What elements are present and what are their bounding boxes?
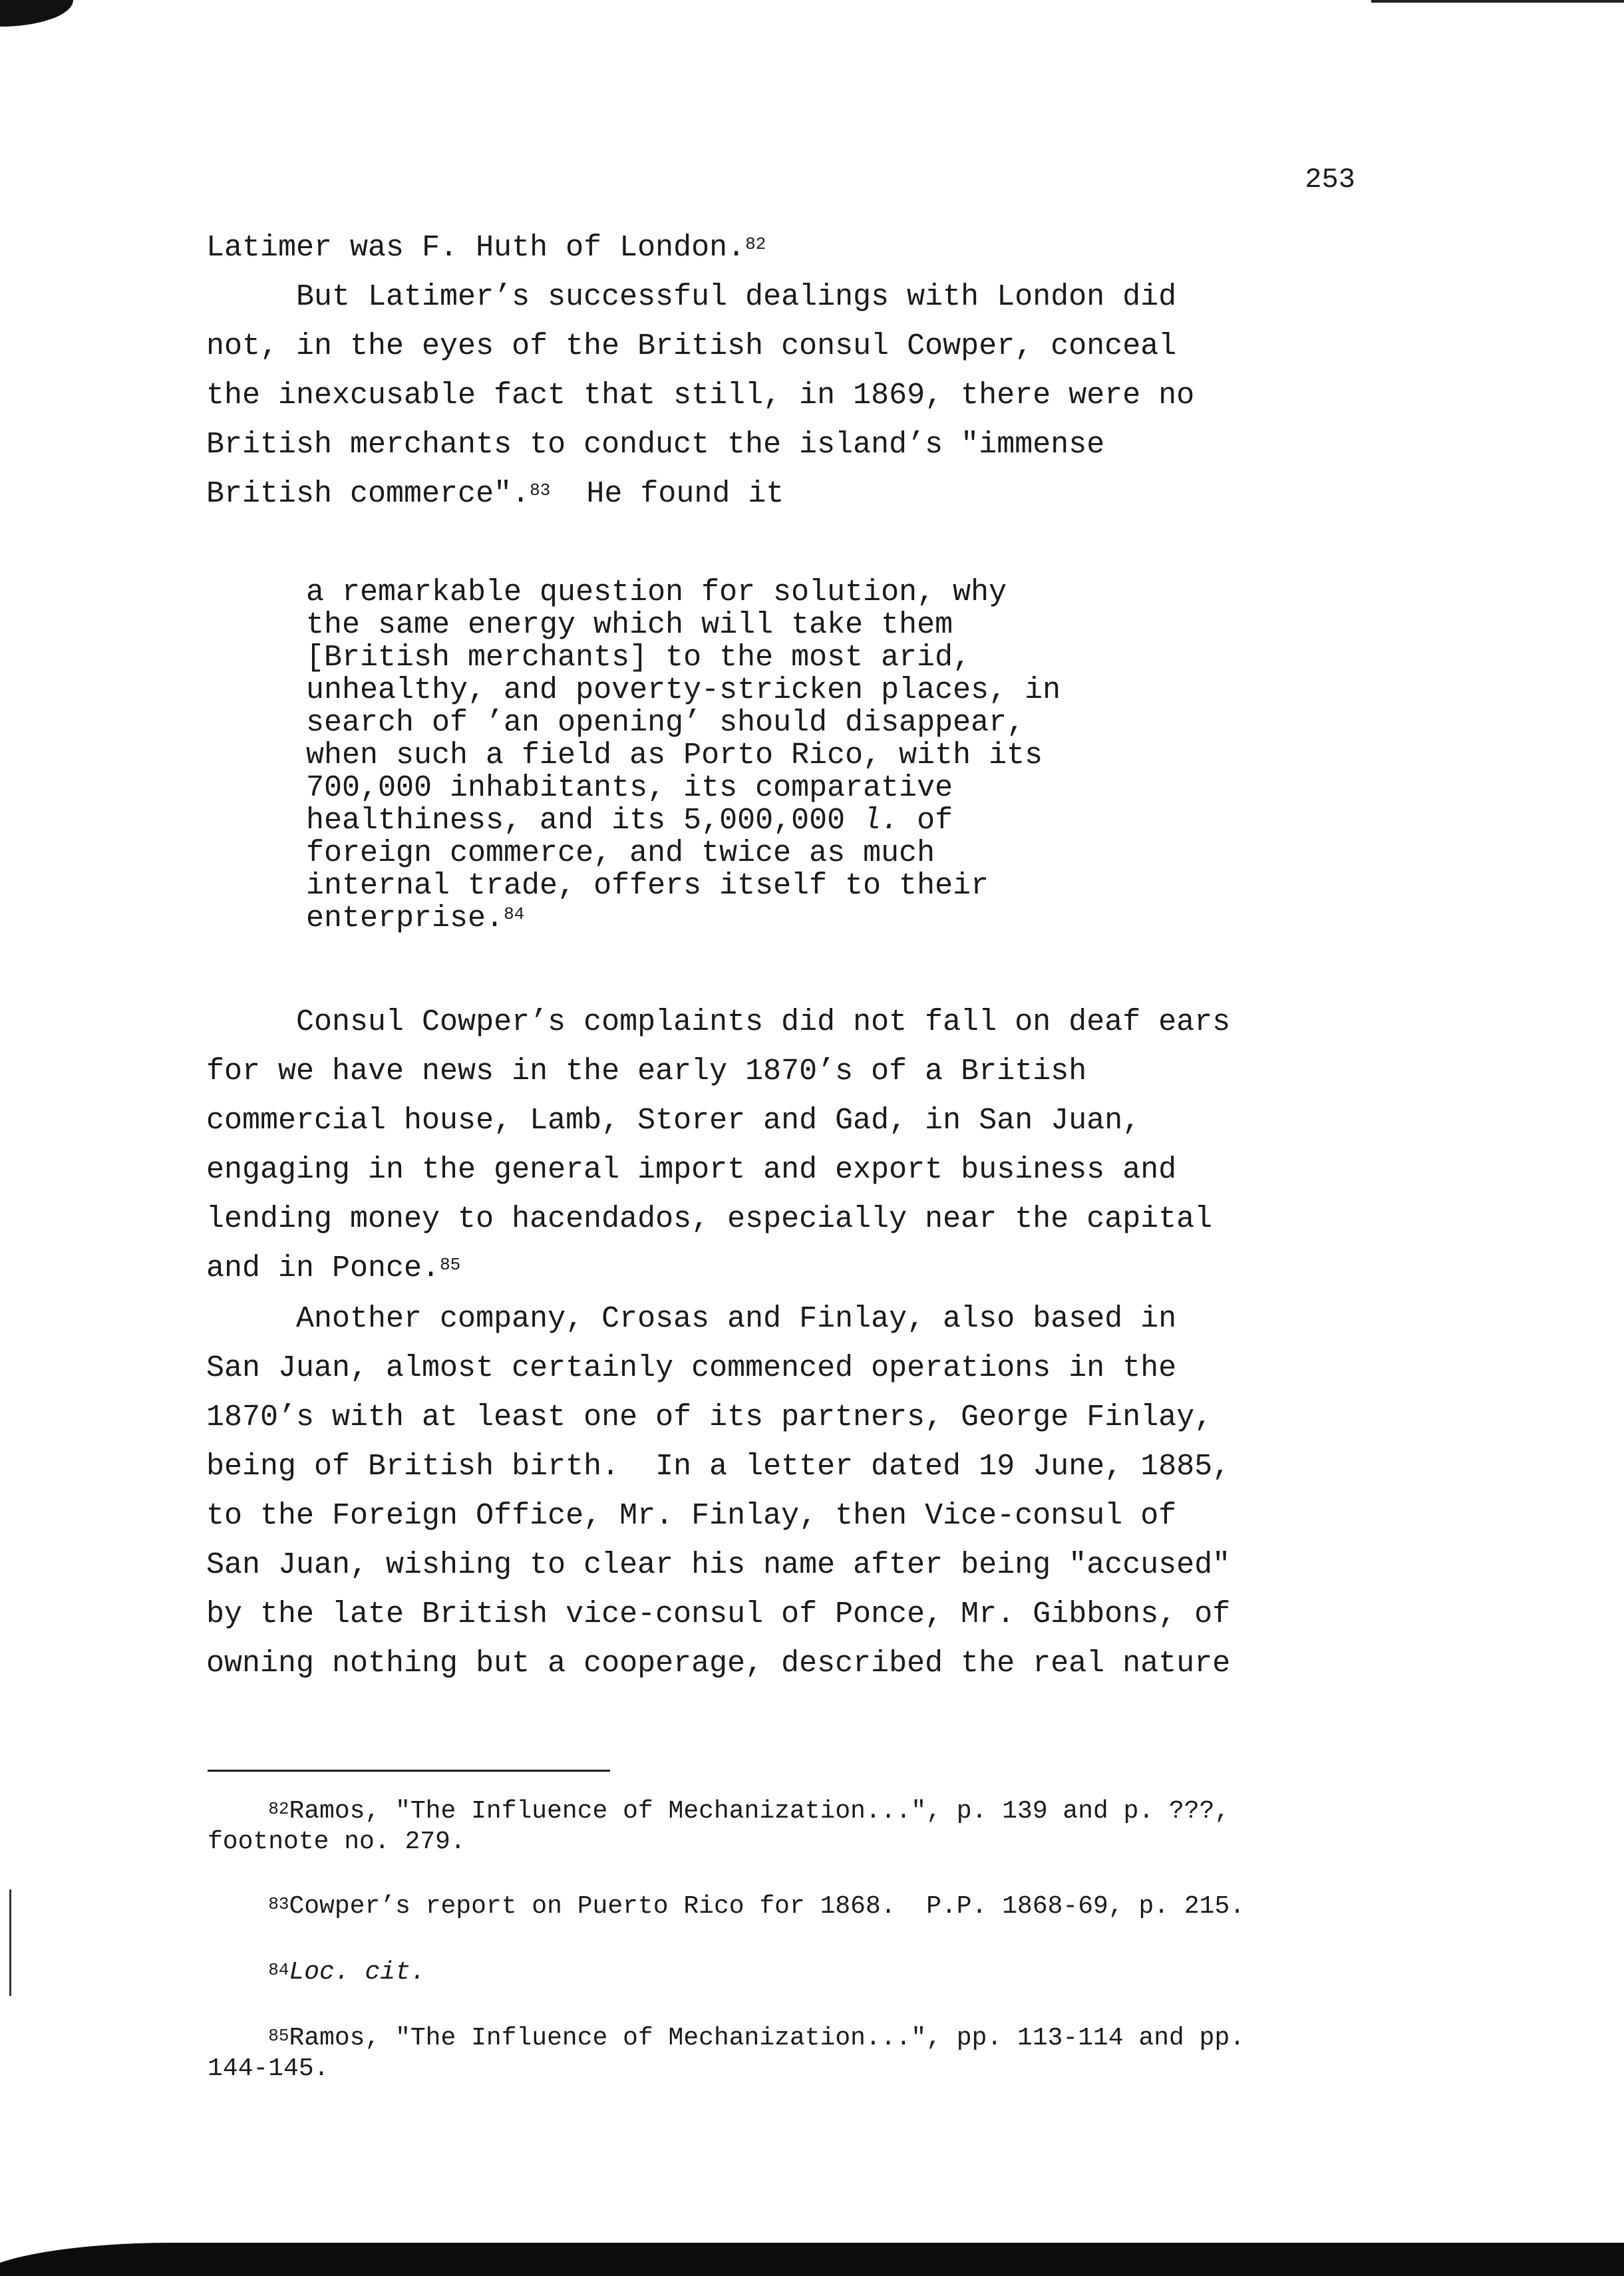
footnote-84 <box>208 1957 1405 1988</box>
paragraph-2-line-4: British merchants to conduct the island’s "immense <box>206 428 1105 462</box>
footnote-85-line-1 <box>208 2023 1405 2054</box>
paragraph-2-line-1: But Latimer’s successful dealings with London did <box>206 280 1177 314</box>
scan-edge-top-left <box>0 0 73 27</box>
footnote-82-line-1 <box>208 1796 1405 1827</box>
paragraph-2 <box>206 273 1390 519</box>
paragraph-1-line-1: Latimer was F. Huth of London. <box>206 231 746 265</box>
paragraph-4-line-7: by the late British vice-consul of Ponce, Mr. Gibbons, of <box>206 1597 1231 1631</box>
footnote-ref-82: 82 <box>745 234 766 254</box>
quote-line-5: search of ’an opening’ should disappear, <box>306 706 1025 740</box>
scan-edge-top-right <box>1371 0 1624 3</box>
paragraph-3 <box>206 998 1390 1293</box>
footnote-83-text: Cowper’s report on Puerto Rico for 1868. P.P. 1868-69, p. 215. <box>289 1892 1245 1921</box>
paragraph-3-line-6 <box>206 1244 1390 1293</box>
quote-line-8b: l. <box>863 804 899 838</box>
footnote-85-text: Ramos, "The Influence of Mechanization...", pp. 113-114 and pp. <box>289 2024 1245 2052</box>
paragraph-3-line-1: Consul Cowper’s complaints did not fall on deaf ears <box>206 1005 1231 1039</box>
paragraph-4-line-3: 1870’s with at least one of its partners, George Finlay, <box>206 1400 1213 1434</box>
page-number: 253 <box>1305 164 1355 196</box>
paragraph-2-line-2: not, in the eyes of the British consul Cowper, conceal <box>206 329 1177 363</box>
paragraph-3-line-4: engaging in the general import and export business and <box>206 1153 1177 1187</box>
paragraph-1 <box>206 224 1390 273</box>
paragraph-4-line-4: being of British birth. In a letter dated 19 June, 1885, <box>206 1450 1231 1484</box>
quote-line-2: the same energy which will take them <box>306 608 953 642</box>
footnote-85-number: 85 <box>268 2026 289 2046</box>
paragraph-4-line-5: to the Foreign Office, Mr. Finlay, then Vice-consul of <box>206 1499 1177 1533</box>
footnote-ref-85: 85 <box>440 1255 461 1275</box>
paragraph-3-line-5: lending money to hacendados, especially near the capital <box>206 1202 1213 1236</box>
paragraph-2-line-5a: British commerce". <box>206 477 530 511</box>
footnote-83 <box>208 1891 1405 1922</box>
paragraph-2-line-3: the inexcusable fact that still, in 1869, there were no <box>206 379 1195 412</box>
paragraph-4-line-6: San Juan, wishing to clear his name after being "accused" <box>206 1548 1231 1582</box>
paragraph-4 <box>206 1295 1390 1689</box>
paragraph-4-line-8: owning nothing but a cooperage, described the real nature <box>206 1647 1231 1681</box>
footnote-82-line-2: footnote no. 279. <box>208 1828 466 1856</box>
quote-line-11-text: enterprise. <box>306 901 504 935</box>
footnote-82-number: 82 <box>268 1799 289 1819</box>
quote-line-4: unhealthy, and poverty-stricken places, in <box>306 673 1061 707</box>
footnote-85 <box>208 2023 1405 2084</box>
footnote-83-number: 83 <box>268 1894 289 1914</box>
paragraph-3-line-6-text: and in Ponce. <box>206 1251 440 1285</box>
footnote-84-text: Loc. cit. <box>289 1958 426 1987</box>
paragraph-2-line-5 <box>206 470 1390 519</box>
quote-line-11 <box>306 902 1237 935</box>
quote-line-9: foreign commerce, and twice as much <box>306 836 935 870</box>
block-quote <box>306 576 1237 935</box>
paragraph-3-line-2: for we have news in the early 1870’s of a British <box>206 1055 1087 1088</box>
footnote-ref-83: 83 <box>530 480 551 500</box>
footnote-84-number: 84 <box>268 1960 289 1980</box>
footnote-rule <box>208 1770 610 1772</box>
quote-line-8c: of <box>899 804 953 838</box>
quote-line-8 <box>306 804 1237 837</box>
footnote-82 <box>208 1796 1405 1858</box>
paragraph-2-line-5b: He found it <box>550 477 784 511</box>
quote-line-10: internal trade, offers itself to their <box>306 869 989 903</box>
footnote-84-line-1 <box>208 1957 1405 1988</box>
paragraph-4-line-1: Another company, Crosas and Finlay, also based in <box>206 1302 1177 1336</box>
footnote-85-line-2: 144-145. <box>208 2054 329 2083</box>
quote-line-3: [British merchants] to the most arid, <box>306 641 971 675</box>
scan-edge-bottom <box>0 2229 1624 2276</box>
paragraph-3-line-3: commercial house, Lamb, Storer and Gad, in San Juan, <box>206 1104 1141 1138</box>
paragraph-4-line-2: San Juan, almost certainly commenced operations in the <box>206 1351 1177 1385</box>
quote-line-8a: healthiness, and its 5,000,000 <box>306 804 864 838</box>
footnote-83-line-1 <box>208 1891 1405 1922</box>
footnote-82-text: Ramos, "The Influence of Mechanization...", p. 139 and p. ???, <box>289 1797 1230 1826</box>
scan-edge-left <box>9 1889 11 1996</box>
quote-line-1: a remarkable question for solution, why <box>306 575 1007 609</box>
footnote-ref-84: 84 <box>504 904 525 924</box>
quote-line-7: 700,000 inhabitants, its comparative <box>306 771 953 805</box>
quote-line-6: when such a field as Porto Rico, with its <box>306 738 1043 772</box>
